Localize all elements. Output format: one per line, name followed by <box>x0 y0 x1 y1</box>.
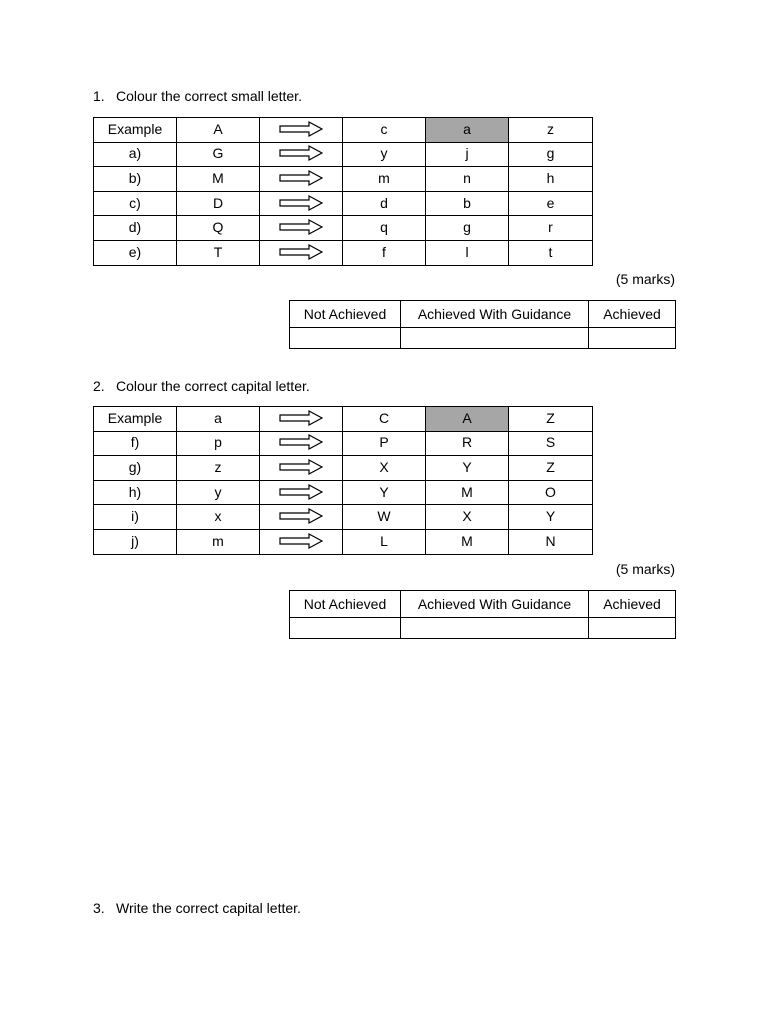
rubric-achieved: Achieved <box>589 301 676 328</box>
letter-option[interactable]: Z <box>509 456 593 481</box>
given-letter: G <box>177 142 260 167</box>
question-1-heading <box>93 87 302 105</box>
table-row <box>94 142 593 167</box>
given-letter: M <box>177 167 260 192</box>
marks-label: (5 marks) <box>615 561 675 577</box>
table-row <box>94 167 593 192</box>
letter-option[interactable]: C <box>343 407 426 432</box>
question-2-heading <box>93 377 310 395</box>
arrow-cell <box>260 480 343 505</box>
question-number: 2. <box>93 378 105 394</box>
rubric-achieved-box[interactable] <box>589 328 676 349</box>
row-label: d) <box>94 216 177 241</box>
arrow-cell <box>260 191 343 216</box>
question-3-heading <box>93 899 301 917</box>
rubric-achieved: Achieved <box>589 591 676 618</box>
arrow-cell <box>260 456 343 481</box>
row-label: b) <box>94 167 177 192</box>
question-instruction: Colour the correct capital letter. <box>116 378 310 394</box>
letter-table-2 <box>93 406 593 555</box>
letter-option[interactable]: g <box>509 142 593 167</box>
letter-option[interactable]: M <box>426 529 509 554</box>
letter-option[interactable]: e <box>509 191 593 216</box>
letter-option[interactable]: z <box>509 118 593 143</box>
given-letter: m <box>177 529 260 554</box>
letter-option[interactable]: t <box>509 240 593 265</box>
right-arrow-icon <box>260 533 342 549</box>
table-row <box>94 407 593 432</box>
row-label: h) <box>94 480 177 505</box>
given-letter: y <box>177 480 260 505</box>
letter-option[interactable]: R <box>426 431 509 456</box>
rubric-achieved-with-guidance: Achieved With Guidance <box>401 591 589 618</box>
arrow-cell <box>260 431 343 456</box>
row-label: i) <box>94 505 177 530</box>
rubric-achieved-with-guidance: Achieved With Guidance <box>401 301 589 328</box>
letter-option[interactable]: l <box>426 240 509 265</box>
row-label: g) <box>94 456 177 481</box>
right-arrow-icon <box>260 195 342 211</box>
given-letter: D <box>177 191 260 216</box>
arrow-cell <box>260 505 343 530</box>
arrow-cell <box>260 529 343 554</box>
right-arrow-icon <box>260 459 342 475</box>
letter-option[interactable]: Y <box>426 456 509 481</box>
rubric-achieved-with-guidance-box[interactable] <box>401 618 589 639</box>
letter-option[interactable]: j <box>426 142 509 167</box>
letter-option[interactable]: q <box>343 216 426 241</box>
row-label: Example <box>94 118 177 143</box>
letter-option[interactable]: X <box>343 456 426 481</box>
row-label: a) <box>94 142 177 167</box>
rubric-not-achieved: Not Achieved <box>290 591 401 618</box>
table-row <box>94 505 593 530</box>
letter-option[interactable]: N <box>509 529 593 554</box>
rubric-achieved-box[interactable] <box>589 618 676 639</box>
table-row <box>94 191 593 216</box>
given-letter: A <box>177 118 260 143</box>
letter-option[interactable]: X <box>426 505 509 530</box>
given-letter: z <box>177 456 260 481</box>
letter-option[interactable]: c <box>343 118 426 143</box>
row-label: c) <box>94 191 177 216</box>
row-label: f) <box>94 431 177 456</box>
rubric-table-1 <box>289 300 676 349</box>
row-label: e) <box>94 240 177 265</box>
letter-option[interactable]: W <box>343 505 426 530</box>
given-letter: a <box>177 407 260 432</box>
arrow-cell <box>260 240 343 265</box>
row-label: j) <box>94 529 177 554</box>
letter-option[interactable]: Z <box>509 407 593 432</box>
right-arrow-icon <box>260 484 342 500</box>
arrow-cell <box>260 167 343 192</box>
table-row <box>94 529 593 554</box>
right-arrow-icon <box>260 219 342 235</box>
question-instruction: Write the correct capital letter. <box>116 900 301 916</box>
table-row <box>94 240 593 265</box>
rubric-not-achieved: Not Achieved <box>290 301 401 328</box>
letter-option[interactable]: y <box>343 142 426 167</box>
given-letter: T <box>177 240 260 265</box>
row-label: Example <box>94 407 177 432</box>
letter-option[interactable]: h <box>509 167 593 192</box>
question-instruction: Colour the correct small letter. <box>116 88 302 104</box>
arrow-cell <box>260 142 343 167</box>
rubric-table-2 <box>289 590 676 639</box>
letter-option[interactable]: Y <box>509 505 593 530</box>
table-row <box>94 431 593 456</box>
rubric-not-achieved-box[interactable] <box>290 328 401 349</box>
letter-option[interactable]: A <box>426 407 509 432</box>
letter-option[interactable]: L <box>343 529 426 554</box>
letter-option[interactable]: a <box>426 118 509 143</box>
table-row <box>94 118 593 143</box>
arrow-cell <box>260 407 343 432</box>
letter-option[interactable]: b <box>426 191 509 216</box>
letter-option[interactable]: d <box>343 191 426 216</box>
letter-option[interactable]: g <box>426 216 509 241</box>
letter-option[interactable]: O <box>509 480 593 505</box>
rubric-not-achieved-box[interactable] <box>290 618 401 639</box>
table-row <box>94 456 593 481</box>
right-arrow-icon <box>260 170 342 186</box>
letter-option[interactable]: S <box>509 431 593 456</box>
arrow-cell <box>260 216 343 241</box>
arrow-cell <box>260 118 343 143</box>
letter-option[interactable]: f <box>343 240 426 265</box>
given-letter: Q <box>177 216 260 241</box>
letter-option[interactable]: n <box>426 167 509 192</box>
right-arrow-icon <box>260 410 342 426</box>
right-arrow-icon <box>260 508 342 524</box>
letter-option[interactable]: m <box>343 167 426 192</box>
right-arrow-icon <box>260 145 342 161</box>
letter-option[interactable]: P <box>343 431 426 456</box>
letter-option[interactable]: Y <box>343 480 426 505</box>
table-row <box>94 480 593 505</box>
right-arrow-icon <box>260 434 342 450</box>
question-number: 3. <box>93 900 105 916</box>
letter-option[interactable]: r <box>509 216 593 241</box>
marks-label: (5 marks) <box>615 271 675 287</box>
question-number: 1. <box>93 88 105 104</box>
letter-table-1 <box>93 117 593 266</box>
letter-option[interactable]: M <box>426 480 509 505</box>
given-letter: p <box>177 431 260 456</box>
rubric-achieved-with-guidance-box[interactable] <box>401 328 589 349</box>
right-arrow-icon <box>260 244 342 260</box>
table-row <box>94 216 593 241</box>
given-letter: x <box>177 505 260 530</box>
right-arrow-icon <box>260 121 342 137</box>
